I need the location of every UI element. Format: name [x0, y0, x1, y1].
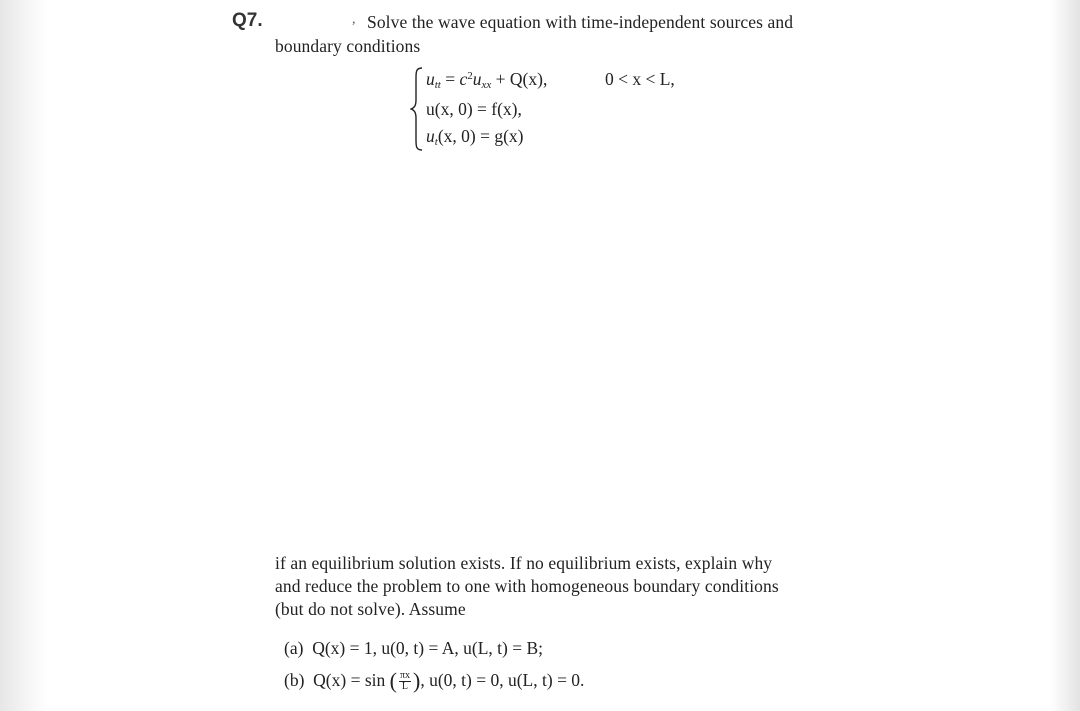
question-label: Q7. — [232, 10, 263, 31]
part-a-text: Q(x) = 1, u(0, t) = A, u(L, t) = B; — [312, 638, 544, 658]
body-line-2: and reduce the problem to one with homogeneous boundary conditions — [275, 576, 779, 596]
part-a — [284, 638, 543, 659]
part-b: (b) Q(x) = sin ( $\frac{\pi x}{L}$ ), u(0, t) = 0, u(L, t) = 0. — [284, 668, 585, 693]
body-line-3: (but do not solve). Assume — [275, 599, 466, 619]
fraction-pi-x-over-L: $\frac{\pi x}{L}$ — [399, 670, 411, 693]
equation-initial-position: u(x, 0) = f(x), — [426, 99, 522, 119]
left-brace-icon — [410, 66, 424, 152]
page-edge-right — [1050, 0, 1080, 711]
part-b-label: (b) — [284, 670, 305, 690]
equation-initial-velocity: $u_t(x$, 0) = g(x) — [426, 126, 524, 148]
intro-line-2: boundary conditions — [275, 36, 421, 56]
page-edge-left — [0, 0, 48, 711]
pen-mark: , — [352, 12, 356, 27]
equation-wave: $u_{tt} = c^2u_{xx} + Q(x)$, — [426, 69, 548, 91]
body-line-1: if an equilibrium solution exists. If no equilibrium exists, explain why — [275, 553, 773, 573]
part-a-label: (a) — [284, 638, 304, 658]
equation-domain: 0 < x < L, — [605, 69, 675, 89]
intro-line-1: Solve the wave equation with time-independent sources and — [367, 12, 794, 32]
